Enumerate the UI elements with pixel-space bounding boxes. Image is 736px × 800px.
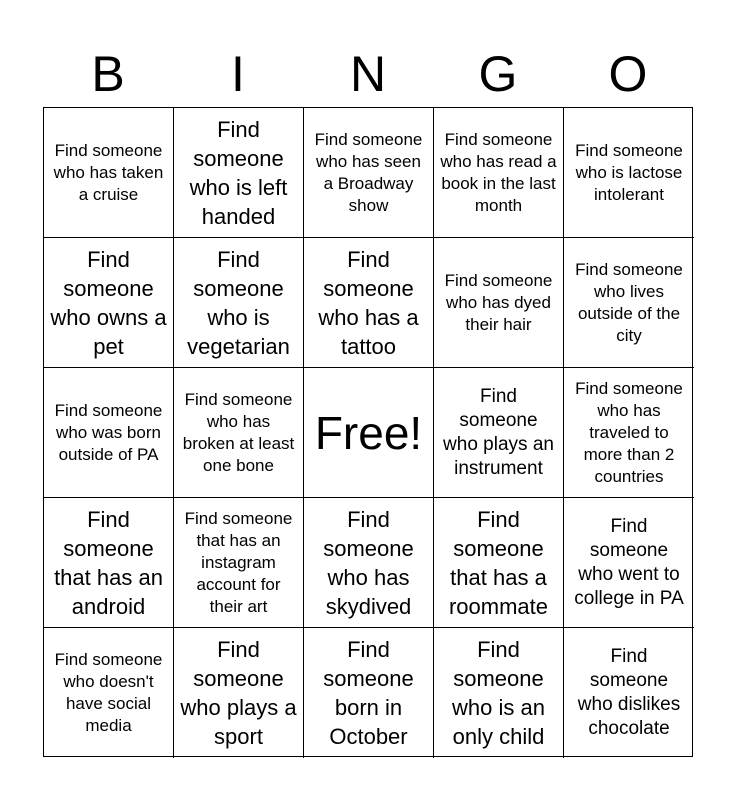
bingo-cell[interactable]: Find someone who is left handed xyxy=(174,108,304,238)
bingo-cell[interactable]: Find someone who has broken at least one bone xyxy=(174,368,304,498)
bingo-cell[interactable]: Find someone who has skydived xyxy=(304,498,434,628)
bingo-cell[interactable]: Find someone who went to college in PA xyxy=(564,498,694,628)
header-letter-b: B xyxy=(91,46,125,102)
bingo-cell[interactable]: Find someone who plays a sport xyxy=(174,628,304,758)
bingo-cell[interactable]: Find someone who was born outside of PA xyxy=(44,368,174,498)
bingo-cell[interactable]: Find someone who owns a pet xyxy=(44,238,174,368)
bingo-cell[interactable]: Find someone who has read a book in the last month xyxy=(434,108,564,238)
bingo-cell[interactable]: Find someone born in October xyxy=(304,628,434,758)
header-letter-g: G xyxy=(478,46,518,102)
bingo-cell[interactable]: Find someone who has dyed their hair xyxy=(434,238,564,368)
bingo-cell[interactable]: Find someone that has an instagram account for their art xyxy=(174,498,304,628)
bingo-cell[interactable]: Find someone who has taken a cruise xyxy=(44,108,174,238)
bingo-cell[interactable]: Find someone who has seen a Broadway show xyxy=(304,108,434,238)
free-space-cell[interactable]: Free! xyxy=(304,368,434,498)
bingo-cell[interactable]: Find someone who is lactose intolerant xyxy=(564,108,694,238)
bingo-header xyxy=(43,42,693,106)
bingo-cell[interactable]: Find someone who plays an instrument xyxy=(434,368,564,498)
bingo-cell[interactable]: Find someone who is vegetarian xyxy=(174,238,304,368)
bingo-board xyxy=(43,107,693,757)
bingo-cell[interactable]: Find someone who is an only child xyxy=(434,628,564,758)
bingo-cell[interactable]: Find someone who dislikes chocolate xyxy=(577,646,681,739)
header-letter-o: O xyxy=(608,46,648,102)
header-letter-n: N xyxy=(349,46,387,102)
bingo-cell[interactable]: Find someone who lives outside of the city xyxy=(564,238,694,368)
bingo-cell[interactable]: Find someone who doesn't have social media xyxy=(44,628,174,758)
bingo-cell[interactable]: Find someone who has traveled to more than 2 countries xyxy=(564,368,694,498)
header-letter-i: I xyxy=(231,46,245,102)
bingo-cell[interactable]: Find someone who has a tattoo xyxy=(304,238,434,368)
bingo-cell[interactable]: Find someone that has an android xyxy=(44,498,174,628)
bingo-cell[interactable]: Find someone that has a roommate xyxy=(434,498,564,628)
